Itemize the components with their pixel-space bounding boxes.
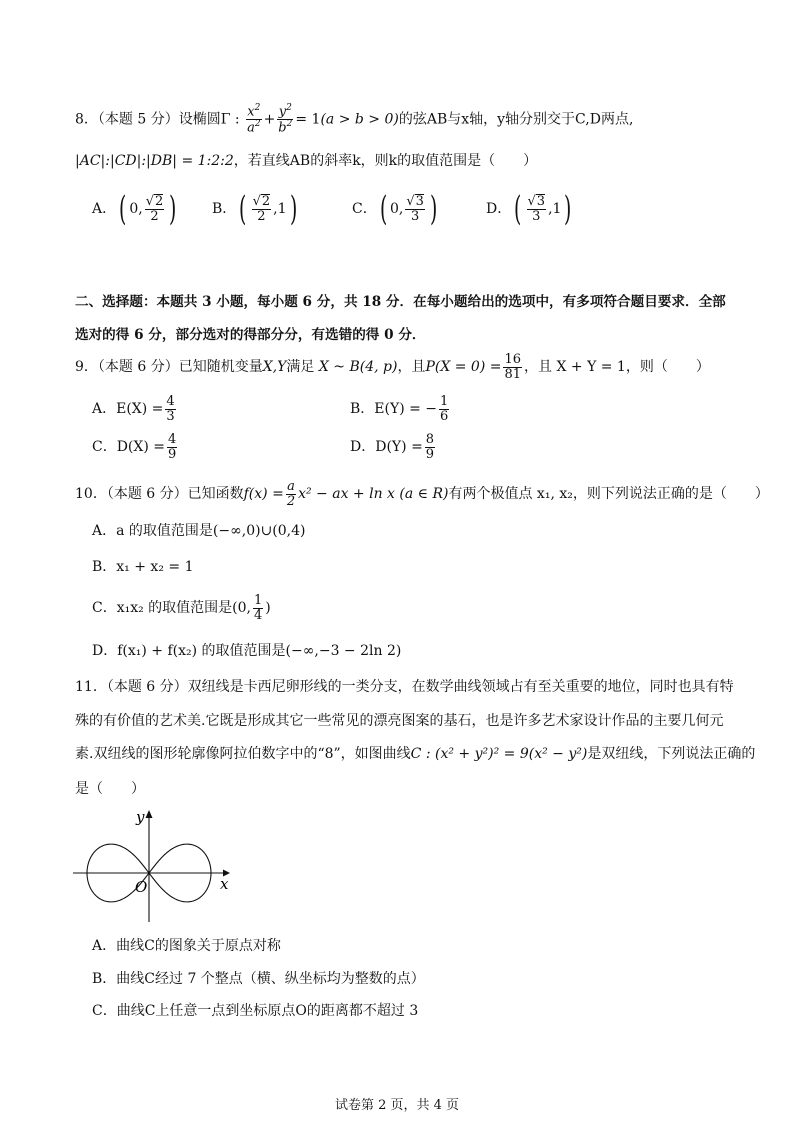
lemniscate-figure <box>70 806 240 924</box>
q9-c-num: 4 <box>168 432 177 447</box>
page-footer: 试卷第 2 页，共 4 页 <box>334 1098 460 1113</box>
q8-c-label: C． <box>352 201 377 217</box>
q8-d-label: D． <box>486 201 512 217</box>
q9-and: ，且 <box>397 359 426 376</box>
q9-a-text: A．E(X) = <box>92 401 164 418</box>
q11-line1: 11．（本题 6 分）双纽线是卡西尼卵形线的一类分支，在数学曲线领域占有至关重要的地位，同时也具有特 <box>75 679 734 695</box>
q8-line2 <box>75 150 537 170</box>
q10-tail: 有两个极值点 x₁, x₂，则下列说法正确的是（ ） <box>448 486 769 503</box>
q11-line3c: 是双纽线，下列说法正确的 <box>587 746 756 762</box>
x-axis-label: x <box>220 875 229 893</box>
q11-option-c: C．曲线C上任意一点到坐标原点O的距离都不超过 3 <box>92 1003 419 1019</box>
q11-line3a: 素.双纽线的图形轮廓像阿拉伯数字中的“8”，如图曲线 <box>75 746 411 762</box>
section2-line1: 二、选择题：本题共 3 小题，每小题 6 分，共 18 分．在每小题给出的选项中，有多项符合题目要求．全部 <box>75 294 726 310</box>
q10-option-c: C．x₁x₂ 的取值范围是(0, $\frac{1}{4}$ ) <box>92 593 271 623</box>
q8-option-a: A．( 0, $\frac{√2}{2}$ ) <box>92 189 177 229</box>
q10-c-pre: C．x₁x₂ 的取值范围是(0, <box>92 600 251 617</box>
q11-option-b: B．曲线C经过 7 个整点（横、纵坐标均为整数的点） <box>92 971 425 987</box>
q9-b-text: B．E(Y) = − <box>350 401 438 418</box>
q9-option-d <box>350 433 437 461</box>
q9-b-den: 6 <box>440 408 449 424</box>
q9-p0-num: 16 <box>504 352 522 367</box>
q9-mid: 满足 <box>286 359 315 376</box>
q10-option-b: B．x₁ + x₂ = 1 <box>92 559 194 575</box>
q9-b-num: 1 <box>440 394 449 409</box>
q11-line2: 殊的有价值的艺术美.它既是形成其它一些常见的漂亮图案的基石，也是许多艺术家设计作品的主要几何元 <box>75 713 724 729</box>
q10-stem: 10．（本题 6 分）已知函数f(x) = $\frac{a}{2}$ x² − ax + ln x (a ∈ R)有两个极值点 x₁, x₂，则下列说法正确的是（ ） <box>75 479 769 509</box>
q10-option-d: D．f(x₁) + f(x₂) 的取值范围是(−∞,−3 − 2ln 2) <box>92 643 402 659</box>
q8-gamma: Γ : <box>220 111 240 128</box>
q8-after: 的弦AB与x轴，y轴分别交于C,D两点, <box>398 111 634 128</box>
q9-c-den: 9 <box>168 446 177 462</box>
q11-option-a: A．曲线C的图象关于原点对称 <box>92 938 281 954</box>
q9-p0: P(X = 0) = <box>425 359 502 376</box>
q9-d-text: D．D(Y) = <box>350 439 423 456</box>
q9-option-b <box>350 395 451 423</box>
q8-number: 8．（本题 5 分）设椭圆 <box>75 111 221 128</box>
section2-line2: 选对的得 6 分，部分选对的得部分分，有选错的得 0 分． <box>75 327 426 343</box>
q8-option-c: C．( 0, $\frac{√3}{3}$ ) <box>352 189 438 229</box>
q8-line1: 8．（本题 5 分）设椭圆Γ : $\frac{x^2}{a^2}$ + $\frac{y^2}{b^2}$ = 1(a > b > 0)的弦AB与x轴，y轴分别交于C,D两点, <box>75 103 634 136</box>
q9-vars: X,Y <box>262 359 287 376</box>
q10-pre: 10．（本题 6 分）已知函数 <box>75 486 244 503</box>
q11-line3 <box>75 743 755 763</box>
q9-c-text: C．D(X) = <box>92 439 166 456</box>
q9-option-c <box>92 433 179 461</box>
q10-func: f(x) = <box>243 486 284 503</box>
q8-cond: (a > b > 0) <box>320 111 399 128</box>
q8-option-b: B．( $\frac{√2}{2}$ ,1) <box>212 189 297 229</box>
q10-c-post: ) <box>265 600 271 617</box>
q8-a-label: A． <box>92 201 117 217</box>
q9-stem <box>75 353 710 381</box>
q11-equation: C : (x² + y²)² = 9(x² − y²) <box>410 746 588 762</box>
y-axis-arrow <box>146 810 153 818</box>
q9-pre: 9．（本题 6 分）已知随机变量 <box>75 359 263 376</box>
q9-a-num: 4 <box>166 394 175 409</box>
q10-mid: x² − ax + ln x (a ∈ R) <box>298 486 449 503</box>
q8-frac-y: $\frac{y^2}{b^2}$ <box>278 103 293 136</box>
q11-line4: 是（ ） <box>75 781 145 797</box>
q8-b-label: B． <box>212 201 237 217</box>
origin-label: O <box>135 878 148 896</box>
q8-line2-tail: ，若直线AB的斜率k，则k的取值范围是（ ） <box>233 153 538 169</box>
q8-ratio: |AC|:|CD|:|DB| = 1:2:2 <box>75 153 234 169</box>
q9-d-den: 9 <box>425 446 435 462</box>
y-axis-label: y <box>136 808 145 826</box>
q9-d-num: 8 <box>425 432 435 447</box>
q9-dist: X ~ B(4, p) <box>318 359 398 376</box>
q8-frac-x: $\frac{x^2}{a^2}$ <box>247 103 261 136</box>
q10-option-a: A．a 的取值范围是(−∞,0)∪(0,4) <box>92 523 306 539</box>
q9-option-a <box>92 395 178 423</box>
q9-tail: ，且 X + Y = 1，则（ ） <box>524 359 710 376</box>
q8-option-d: D．( $\frac{√3}{3}$ ,1) <box>486 189 572 229</box>
q9-a-den: 3 <box>166 408 175 424</box>
q9-p0-den: 81 <box>504 366 522 382</box>
